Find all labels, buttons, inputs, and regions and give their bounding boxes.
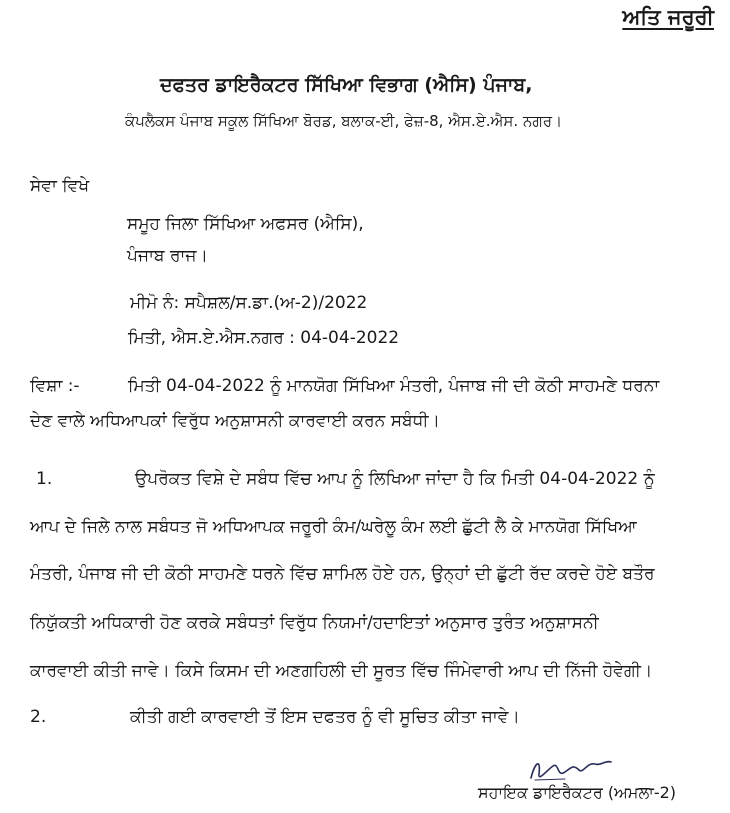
memo-number: ਮੀਮੋ ਨੰ: ਸਪੈਸ਼ਲ/ਸ.ਡਾ.(ਅ-2)/2022: [130, 293, 368, 313]
signatory-designation: ਸਹਾਇਕ ਡਾਇਰੈਕਟਰ (ਅਮਲਾ-2): [478, 783, 677, 802]
signature-underline: [535, 779, 565, 780]
salutation: ਸੇਵਾ ਵਿਖੇ: [30, 176, 90, 196]
paragraph-line: ਉਪਰੋਕਤ ਵਿਸ਼ੇ ਦੇ ਸਬੰਧ ਵਿੱਚ ਆਪ ਨੂੰ ਲਿਖਿਆ ਜਾਂਦਾ ਹੈ ਕਿ ਮਿਤੀ 04-04-2022 ਨੂੰ: [135, 469, 655, 489]
paragraph-line: ਕਾਰਵਾਈ ਕੀਤੀ ਜਾਵੇ। ਕਿਸੇ ਕਿਸਮ ਦੀ ਅਣਗਹਿਲੀ ਦੀ ਸੂਰਤ ਵਿੱਚ ਜਿੰਮੇਵਾਰੀ ਆਪ ਦੀ ਨਿੱਜੀ ਹੋਵੇਗੀ।: [30, 661, 653, 681]
paragraph-line: ਕੀਤੀ ਗਈ ਕਾਰਵਾਈ ਤੋਂ ਇਸ ਦਫਤਰ ਨੂੰ ਵੀ ਸੂਚਿਤ ਕੀਤਾ ਜਾਵੇ।: [130, 707, 520, 727]
office-heading: ਦਫਤਰ ਡਾਇਰੈਕਟਰ ਸਿੱਖਿਆ ਵਿਭਾਗ (ਐਸਿ) ਪੰਜਾਬ,: [160, 74, 533, 96]
subject-label: ਵਿਸ਼ਾ :-: [30, 376, 80, 396]
recipient: ਸਮੂਹ ਜਿਲਾ ਸਿੱਖਿਆ ਅਫਸਰ (ਐਸਿ),: [127, 214, 364, 234]
signature-mark: [525, 752, 615, 786]
paragraph-line: ਆਪ ਦੇ ਜਿਲੇ ਨਾਲ ਸਬੰਧਤ ਜੋ ਅਧਿਆਪਕ ਜਰੂਰੀ ਕੰਮ/ਘਰੇਲੂ ਕੰਮ ਲਈ ਛੁੱਟੀ ਲੈ ਕੇ ਮਾਨਯੋਗ ਸਿੱਖਿਆ: [30, 517, 637, 537]
subject-line-1: ਮਿਤੀ 04-04-2022 ਨੂੰ ਮਾਨਯੋਗ ਸਿੱਖਿਆ ਮੰਤਰੀ, ਪੰਜਾਬ ਜੀ ਦੀ ਕੋਠੀ ਸਾਹਮਣੇ ਧਰਨਾ: [128, 376, 660, 396]
paragraph-line: ਨਿਯੁੱਕਤੀ ਅਧਿਕਾਰੀ ਹੋਣ ਕਰਕੇ ਸਬੰਧਤਾਂ ਵਿਰੁੱਧ ਨਿਯਮਾਂ/ਹਦਾਇਤਾਂ ਅਨੁਸਾਰ ਤੁਰੰਤ ਅਨੁਸ਼ਾਸਨੀ: [30, 613, 599, 633]
urgent-tag: ਅਤਿ ਜਰੂਰੀ: [622, 5, 714, 29]
recipient-state: ਪੰਜਾਬ ਰਾਜ।: [127, 246, 208, 266]
signature-stroke: [531, 762, 611, 778]
office-address: ਕੰਪਲੈਕਸ ਪੰਜਾਬ ਸਕੂਲ ਸਿੱਖਿਆ ਬੋਰਡ, ਬਲਾਕ-ਈ, ਫੇਜ਼-8, ਐਸ.ਏ.ਐਸ. ਨਗਰ।: [125, 112, 563, 130]
paragraph-number: 2.: [30, 707, 47, 727]
memo-date: ਮਿਤੀ, ਐਸ.ਏ.ਐਸ.ਨਗਰ : 04-04-2022: [128, 328, 400, 348]
subject-line-2: ਦੇਣ ਵਾਲੇ ਅਧਿਆਪਕਾਂ ਵਿਰੁੱਧ ਅਨੁਸ਼ਾਸਨੀ ਕਾਰਵਾਈ ਕਰਨ ਸਬੰਧੀ।: [30, 411, 440, 431]
paragraph-line: ਮੰਤਰੀ, ਪੰਜਾਬ ਜੀ ਦੀ ਕੋਠੀ ਸਾਹਮਣੇ ਧਰਨੇ ਵਿੱਚ ਸ਼ਾਮਿਲ ਹੋਏ ਹਨ, ਉਨ੍ਹਾਂ ਦੀ ਛੁੱਟੀ ਰੱਦ ਕਰਦੇ ਹੋਏ ਬਤੌਰ: [30, 564, 655, 584]
paragraph-number: 1.: [36, 469, 53, 489]
